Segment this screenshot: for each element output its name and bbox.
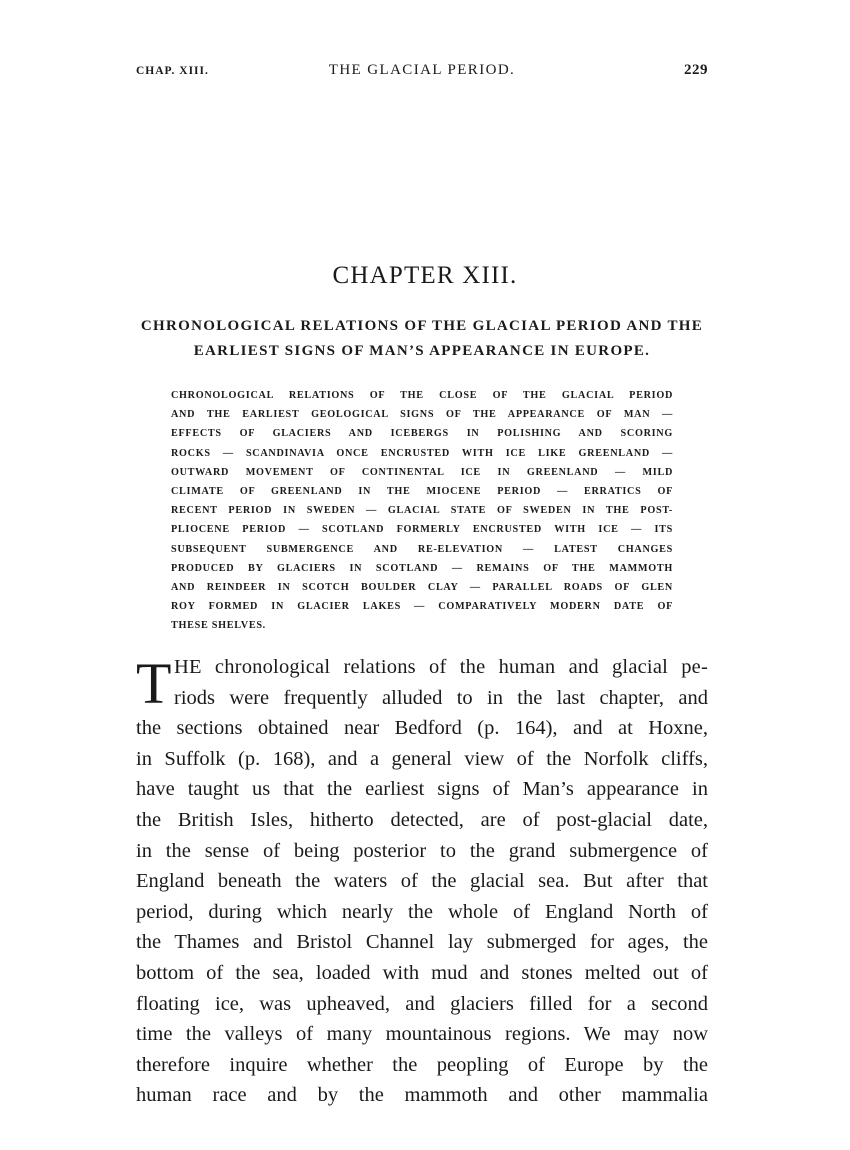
drop-cap: T [136,651,172,716]
body-line: the British Isles, hitherto detected, are of post-glacial date, [136,808,708,831]
body-line: time the valleys of many mountainous regions. We may now [136,1023,708,1046]
synopsis-line: PLIOCENE PERIOD — SCOTLAND FORMERLY ENCRUSTED WITH ICE — ITS [171,524,673,536]
chapter-synopsis [171,386,673,636]
running-header [136,62,708,84]
synopsis-line: SUBSEQUENT SUBMERGENCE AND RE-ELEVATION — LATEST CHANGES [171,543,673,555]
synopsis-line: RECENT PERIOD IN SWEDEN — GLACIAL STATE OF SWEDEN IN THE POST- [171,505,673,517]
synopsis-line: EFFECTS OF GLACIERS AND ICEBERGS IN POLISHING AND SCORING [171,428,673,440]
synopsis-line: CLIMATE OF GREENLAND IN THE MIOCENE PERIOD — ERRATICS OF [171,486,673,498]
page-number: 229 [684,62,708,78]
body-line: HE chronological relations of the human and glacial pe- [174,656,708,678]
body-line: therefore inquire whether the peopling of Europe by the [136,1053,708,1076]
synopsis-line: OUTWARD MOVEMENT OF CONTINENTAL ICE IN GREENLAND — MILD [171,466,673,478]
body-line: floating ice, was upheaved, and glaciers filled for a second [136,992,708,1015]
synopsis-line: THESE SHELVES. [171,620,266,632]
synopsis-line: AND THE EARLIEST GEOLOGICAL SIGNS OF THE APPEARANCE OF MAN — [171,409,673,421]
body-line: bottom of the sea, loaded with mud and stones melted out of [136,961,708,984]
body-line: the Thames and Bristol Channel lay submerged for ages, the [136,931,708,954]
chapter-reference: CHAP. XIII. [136,65,209,77]
chapter-title [136,314,708,364]
synopsis-line: ROY FORMED IN GLACIER LAKES — COMPARATIVELY MODERN DATE OF [171,601,673,613]
chapter-title-line: CHRONOLOGICAL RELATIONS OF THE GLACIAL PERIOD AND THE [140,318,704,334]
body-line: have taught us that the earliest signs of Man’s appearance in [136,778,708,801]
body-line: in Suffolk (p. 168), and a general view of the Norfolk cliffs, [136,747,708,770]
body-line: riods were frequently alluded to in the last chapter, and [174,686,708,709]
synopsis-line: AND REINDEER IN SCOTCH BOULDER CLAY — PARALLEL ROADS OF GLEN [171,582,673,594]
running-title: THE GLACIAL PERIOD. [328,62,516,78]
chapter-heading: CHAPTER XIII. [332,262,518,289]
body-line: England beneath the waters of the glacial sea. But after that [136,870,708,893]
body-line: in the sense of being posterior to the grand submergence of [136,839,708,862]
synopsis-line: CHRONOLOGICAL RELATIONS OF THE CLOSE OF THE GLACIAL PERIOD [171,390,673,401]
body-line: the sections obtained near Bedford (p. 164), and at Hoxne, [136,717,708,740]
synopsis-line: PRODUCED BY GLACIERS IN SCOTLAND — REMAINS OF THE MAMMOTH [171,562,673,574]
body-paragraph [136,652,708,1111]
body-line: human race and by the mammoth and other mammalia [136,1084,708,1107]
body-line: period, during which nearly the whole of England North of [136,900,708,923]
synopsis-line: ROCKS — SCANDINAVIA ONCE ENCRUSTED WITH ICE LIKE GREENLAND — [171,447,673,459]
chapter-title-line: EARLIEST SIGNS OF MAN’S APPEARANCE IN EUROPE. [193,343,651,359]
